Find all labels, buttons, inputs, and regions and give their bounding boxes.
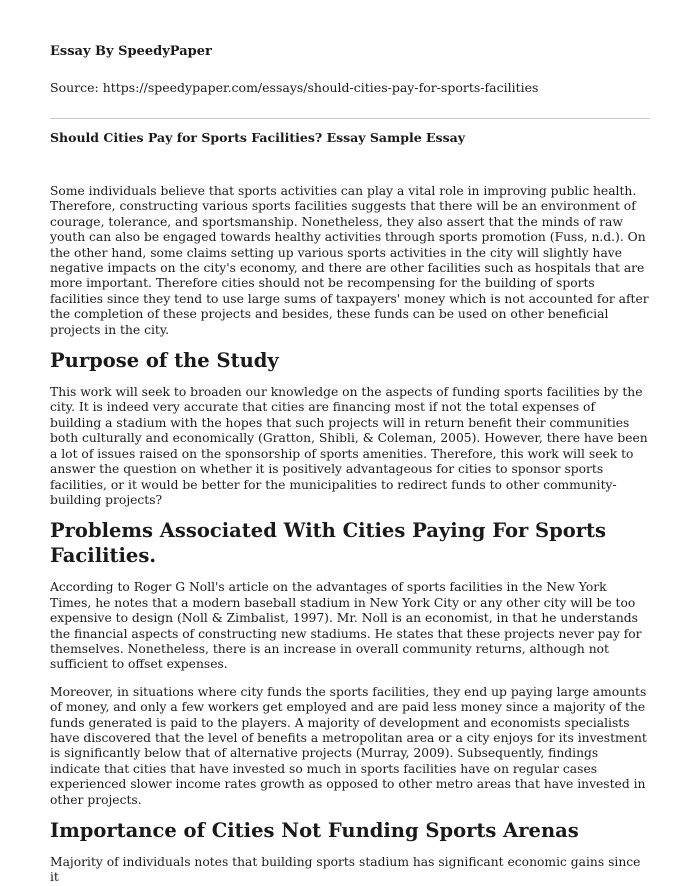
section-paragraph: Majority of individuals notes that building sports stadium has significant economic gains since it [50,855,641,885]
section-paragraph: This work will seek to broaden our knowledge on the aspects of funding sports facilities by the city. It is indeed very accurate that cities are financing most if not the total expenses of building a stadium with the hopes that such projects will in return benefit their communities both culturally and economically (Gratton, Shibli, & Coleman, 2005). However, there have been a lot of issues raised on the sponsorship of sports amenities. Therefore, this work will seek to answer the question on whether it is positively advantageous for cities to sponsor sports facilities, or it would be better for the municipalities to redirect funds to other community-building projects? [50,385,648,507]
section-paragraph: Moreover, in situations where city funds the sports facilities, they end up paying large amounts of money, and only a few workers get employed and are paid less money since a majority of the funds generated is paid to the players. A majority of development and economists specialists have discovered that the level of benefits a metropolitan area or a city enjoys for its investment is significantly below that of alternative projects (Murray, 2009). Subsequently, findings indicate that cities that have invested so much in sports facilities have on regular cases experienced slower income rates growth as opposed to other metro areas that have invested in other projects. [50,684,647,807]
source-line: Source: https://speedypaper.com/essays/should-cities-pay-for-sports-facilities [50,80,539,95]
header-divider [50,118,650,119]
document-title: Should Cities Pay for Sports Facilities? Essay Sample Essay [50,130,465,145]
intro-paragraph: Some individuals believe that sports activities can play a vital role in improving public health. Therefore, constructing various sports facilities suggests that there will be an environment of courage, tolerance, and sportsmanship. Nonetheless, they also assert that the minds of raw youth can also be engaged towards healthy activities through sports promotion (Fuss, n.d.). On the other hand, some claims setting up various sports activities in the city will slightly have negative impacts on the city's economy, and there are other facilities such as hospitals that are more important. Therefore cities should not be recompensing for the building of sports facilities since they tend to use large sums of taxpayers' money which is not accounted for after the completion of these projects and besides, these funds can be used on other beneficial projects in the city. [50,184,649,337]
section-heading-importance: Importance of Cities Not Funding Sports Arenas [50,819,579,842]
brand-line: Essay By SpeedyPaper [50,44,212,59]
section-heading-purpose: Purpose of the Study [50,349,279,373]
section-paragraph: According to Roger G Noll's article on the advantages of sports facilities in the New York Times, he notes that a modern baseball stadium in New York City or any other city will be too expensive to design (Noll & Zimbalist, 1997). Mr. Noll is an economist, in that he understands the financial aspects of constructing new stadiums. He states that these projects never pay for themselves. Nonetheless, there is an increase in overall community returns, although not sufficient to offset expenses. [50,580,642,672]
section-heading-problems: Problems Associated With Cities Paying For Sports Facilities. [50,519,607,568]
